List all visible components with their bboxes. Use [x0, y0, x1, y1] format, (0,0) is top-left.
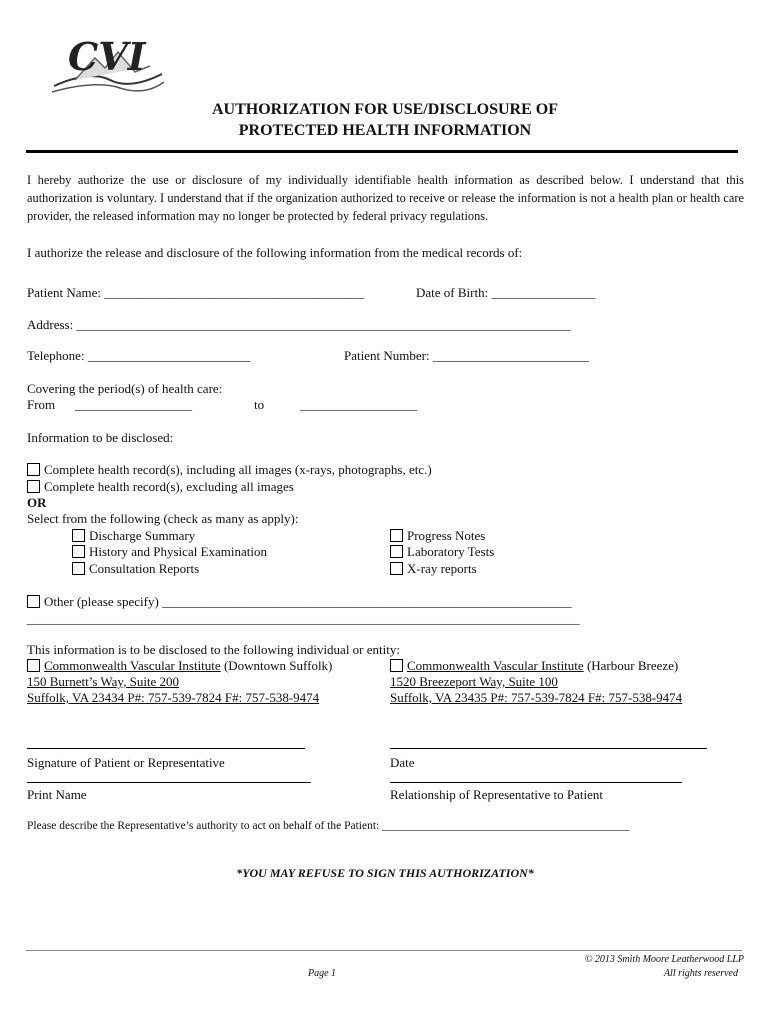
authority-field[interactable]: Please describe the Representative’s authority to act on behalf of the Patient: ___________________________________________ — [27, 820, 630, 832]
recipient-location: (Harbour Breeze) — [583, 658, 679, 673]
checkbox[interactable] — [27, 659, 40, 672]
checkbox[interactable] — [390, 659, 403, 672]
or-label: OR — [27, 495, 47, 510]
checkbox[interactable] — [390, 529, 403, 542]
print-name-line[interactable] — [27, 782, 311, 783]
info-heading: Information to be disclosed: — [27, 430, 174, 445]
cvi-logo — [50, 30, 165, 96]
recipient-downtown-address-2: Suffolk, VA 23434 P#: 757-539-7824 F#: 757-538-9474 — [27, 690, 320, 705]
checkbox[interactable] — [72, 529, 85, 542]
recipient-harbour-address-2: Suffolk, VA 23435 P#: 757-539-7824 F#: 757-538-9474 — [390, 690, 683, 705]
date-of-birth-field[interactable]: Date of Birth: ________________ — [416, 285, 596, 300]
rights-reserved: All rights reserved — [663, 968, 738, 979]
patient-number-field[interactable]: Patient Number: ________________________ — [344, 348, 589, 363]
relationship-line[interactable] — [390, 782, 682, 783]
checkbox[interactable] — [27, 463, 40, 476]
checkbox[interactable] — [27, 595, 40, 608]
option-label: History and Physical Examination — [89, 544, 268, 559]
print-name-label: Print Name — [27, 787, 87, 802]
signature-label: Signature of Patient or Representative — [27, 755, 225, 770]
recipient-name: Commonwealth Vascular Institute — [44, 658, 221, 673]
recipient-downtown[interactable] — [27, 658, 332, 674]
recipient-location: (Downtown Suffolk) — [220, 658, 333, 673]
option-complete-including[interactable] — [27, 462, 432, 478]
option-label: X-ray reports — [407, 561, 477, 576]
option-label: Complete health record(s), including all images (x-rays, photographs, etc.) — [44, 462, 432, 477]
recipient-heading: This information is to be disclosed to the following individual or entity: — [27, 642, 400, 657]
recipient-harbour-address-1: 1520 Breezeport Way, Suite 100 — [390, 674, 558, 689]
telephone-field[interactable]: Telephone: _________________________ — [27, 348, 251, 363]
release-statement: I authorize the release and disclosure of the following information from the medical records of: — [27, 245, 523, 260]
option-label: Consultation Reports — [89, 561, 200, 576]
other-specify-line-2[interactable]: _____________________________________________________________________________________ — [27, 611, 580, 626]
page-number: Page 1 — [308, 968, 337, 979]
option-other[interactable] — [27, 594, 572, 610]
option-laboratory-tests[interactable] — [390, 544, 494, 560]
title-line-1: AUTHORIZATION FOR USE/DISCLOSURE OF — [212, 101, 558, 118]
checkbox[interactable] — [72, 562, 85, 575]
option-discharge-summary[interactable] — [72, 528, 195, 544]
footer-rule — [26, 950, 742, 951]
refuse-notice: *YOU MAY REFUSE TO SIGN THIS AUTHORIZATION* — [236, 866, 534, 880]
intro-paragraph: I hereby authorize the use or disclosure of my individually identifiable health information as described below. I understand that this authorization is voluntary. I understand that if the organization authorized to receive or release the information is not a health plan or health care provider, the released information may no longer be protected by federal privacy regulations. — [27, 173, 744, 223]
covering-period-label: Covering the period(s) of health care: — [27, 381, 223, 396]
option-progress-notes[interactable] — [390, 528, 485, 544]
option-label: Progress Notes — [407, 528, 486, 543]
checkbox[interactable] — [27, 480, 40, 493]
from-field[interactable]: __________________ — [75, 397, 192, 412]
option-consultation-reports[interactable] — [72, 561, 199, 577]
recipient-downtown-address-1: 150 Burnett’s Way, Suite 200 — [27, 674, 180, 689]
other-specify-field[interactable]: Other (please specify) _______________________________________________________________ — [44, 594, 572, 609]
recipient-name: Commonwealth Vascular Institute — [407, 658, 584, 673]
option-label: Complete health record(s), excluding all images — [44, 479, 294, 494]
option-xray-reports[interactable] — [390, 561, 477, 577]
option-complete-excluding[interactable] — [27, 479, 294, 495]
option-history-physical[interactable] — [72, 544, 267, 560]
date-line[interactable] — [390, 748, 707, 749]
signature-line[interactable] — [27, 748, 305, 749]
copyright: © 2013 Smith Moore Leatherwood LLP — [584, 954, 744, 965]
from-label: From — [27, 397, 56, 412]
to-label: to — [254, 397, 265, 412]
date-label: Date — [390, 755, 415, 770]
title-rule — [26, 150, 738, 153]
patient-name-field[interactable]: Patient Name: ________________________________________ — [27, 285, 365, 300]
relationship-label: Relationship of Representative to Patient — [390, 787, 604, 802]
checkbox[interactable] — [390, 562, 403, 575]
option-label: Discharge Summary — [89, 528, 196, 543]
checkbox[interactable] — [72, 545, 85, 558]
title-line-2: PROTECTED HEALTH INFORMATION — [238, 122, 532, 139]
select-instruction: Select from the following (check as many as apply): — [27, 511, 299, 526]
logo-text: CVI — [68, 34, 146, 79]
option-label: Laboratory Tests — [407, 544, 495, 559]
to-field[interactable]: __________________ — [300, 397, 417, 412]
recipient-harbour-breeze[interactable] — [390, 658, 678, 674]
address-field[interactable]: Address: ____________________________________________________________________________ — [27, 317, 571, 332]
checkbox[interactable] — [390, 545, 403, 558]
